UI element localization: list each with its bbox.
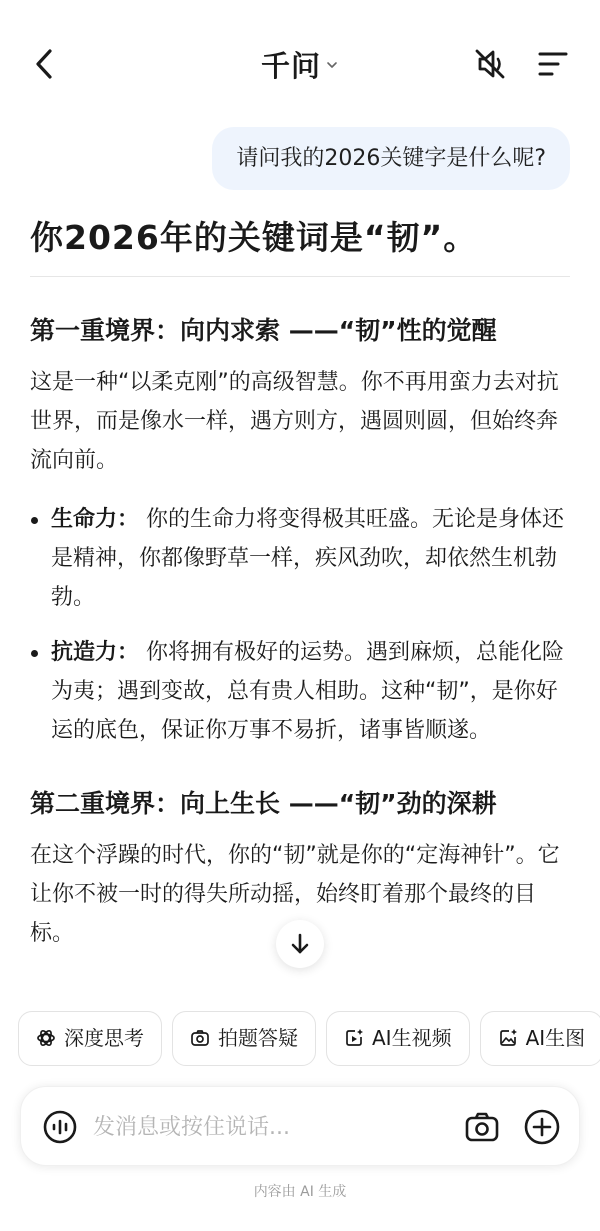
mute-button[interactable]: [470, 44, 510, 84]
chip-ai-video[interactable]: [326, 1011, 470, 1066]
bullet-label: 生命力：: [51, 507, 140, 532]
menu-lines-icon: [532, 46, 572, 82]
camera-icon: [464, 1109, 500, 1145]
bullet-label: 抗造力：: [51, 640, 140, 665]
ai-disclaimer: 内容由 AI 生成: [253, 1184, 347, 1200]
deep-think-icon: [36, 1028, 56, 1048]
photo-question-icon: [190, 1028, 210, 1048]
add-attachment-button[interactable]: [523, 1108, 561, 1146]
list-item: [30, 633, 570, 750]
ai-image-icon: [498, 1028, 518, 1048]
camera-button[interactable]: [464, 1109, 500, 1145]
arrow-down-icon: [288, 932, 312, 956]
plus-circle-icon: [523, 1108, 561, 1146]
bullet-list: [30, 500, 570, 750]
chip-label: 深度思考: [64, 1026, 144, 1050]
chip-label: AI生视频: [372, 1026, 452, 1050]
chevron-down-icon: [325, 60, 339, 70]
chip-label: 拍题答疑: [218, 1026, 298, 1050]
chip-photo-question[interactable]: [172, 1011, 316, 1066]
bullet-dot: [31, 650, 38, 657]
message-composer: [20, 1086, 580, 1166]
assistant-answer: [30, 208, 570, 998]
scroll-to-bottom-button[interactable]: [276, 920, 324, 968]
list-item: [30, 500, 570, 617]
answer-title: 你2026年的关键词是“韧”。: [30, 218, 478, 257]
divider: [30, 276, 570, 277]
bullet-text: 你的生命力将变得极其旺盛。无论是身体还是精神，你都像野草一样，疾风劲吹，却依然生机勃勃。: [51, 507, 565, 610]
chip-ai-image[interactable]: [480, 1011, 600, 1066]
section-2-intro: 在这个浮躁的时代，你的“韧”就是你的“定海神针”。它让你不被一时的得失所动摇，始终盯着那个最终的目标。: [30, 843, 560, 946]
title-switcher[interactable]: [0, 44, 600, 85]
section-title-1: 第一重境界：向内求索 ——“韧”性的觉醒: [30, 316, 497, 345]
top-bar: [0, 0, 600, 110]
quick-action-chips: [18, 1011, 600, 1067]
section-title-2: 第二重境界：向上生长 ——“韧”劲的深耕: [30, 789, 497, 818]
bullet-text: 你将拥有极好的运势。遇到麻烦，总能化险为夷；遇到变故，总有贵人相助。这种“韧”，是你好运的底色，保证你万事不易折，诸事皆顺遂。: [51, 640, 565, 743]
message-input[interactable]: [93, 1107, 383, 1147]
voice-wave-icon: [42, 1109, 78, 1145]
voice-button[interactable]: [42, 1109, 78, 1145]
speaker-muted-icon: [470, 44, 510, 84]
bullet-dot: [31, 517, 38, 524]
chip-deep-think[interactable]: [18, 1011, 162, 1066]
chip-label: AI生图: [525, 1026, 586, 1050]
ai-video-icon: [344, 1028, 364, 1048]
page-title: 千问: [260, 49, 321, 83]
user-message-bubble[interactable]: 请问我的2026关键字是什么呢?: [212, 127, 570, 190]
section-1-intro: 这是一种“以柔克刚”的高级智慧。你不再用蛮力去对抗世界，而是像水一样，遇方则方，遇圆则圆，但始终奔流向前。: [30, 370, 559, 473]
menu-button[interactable]: [532, 46, 572, 82]
